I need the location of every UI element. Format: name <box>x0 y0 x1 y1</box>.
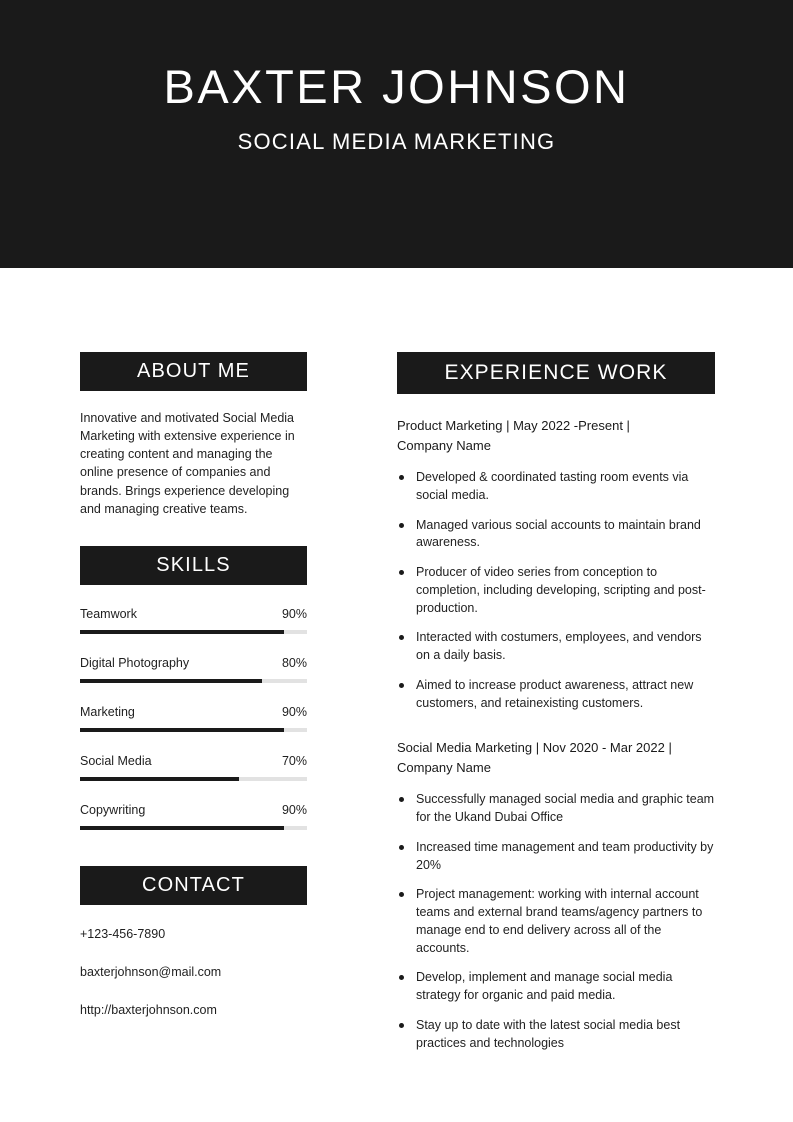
job-bullets <box>397 791 715 1052</box>
resume-header <box>0 0 793 268</box>
job-title <box>397 738 715 777</box>
skill-progress-track <box>80 630 307 634</box>
skill-row <box>80 754 307 768</box>
skill-row <box>80 656 307 670</box>
skill-progress-fill <box>80 777 239 781</box>
skill-label: Social Media <box>80 753 152 768</box>
job-bullet: Project management: working with internal account teams and external brand teams/agency partners to manage end to end delivery across all of the accounts. <box>397 886 715 957</box>
job-bullet: Increased time management and team productivity by 20% <box>397 839 715 875</box>
experience-section-heading: EXPERIENCE WORK <box>397 352 715 394</box>
job-bullets <box>397 469 715 712</box>
job-bullet: Producer of video series from conception to completion, including developing, scripting and post-production. <box>397 564 715 617</box>
skill-progress-track <box>80 826 307 830</box>
skills-section-heading: SKILLS <box>80 546 307 585</box>
skill-label: Digital Photography <box>80 655 190 670</box>
skill-progress-fill <box>80 826 284 830</box>
contact-website[interactable]: http://baxterjohnson.com <box>80 1002 217 1017</box>
contact-email[interactable]: baxterjohnson@mail.com <box>80 964 222 979</box>
candidate-role: SOCIAL MEDIA MARKETING <box>237 128 556 154</box>
skill-progress-fill <box>80 630 284 634</box>
job-bullet: Stay up to date with the latest social media best practices and technologies <box>397 1017 715 1053</box>
skill-item <box>80 607 307 634</box>
skill-value: 90% <box>281 802 307 817</box>
skill-progress-track <box>80 679 307 683</box>
contact-section-heading: CONTACT <box>80 866 307 905</box>
skill-value: 90% <box>281 704 307 719</box>
skill-item <box>80 656 307 683</box>
skill-row <box>80 607 307 621</box>
skill-label: Copywriting <box>80 802 146 817</box>
skill-progress-track <box>80 728 307 732</box>
about-text: Innovative and motivated Social Media Marketing with extensive experience in creating content and managing the online presence of companies and brands. Brings experience developing and managing creative teams. <box>80 411 295 516</box>
resume-body <box>0 268 793 1064</box>
right-column <box>397 352 715 1064</box>
about-section-heading: ABOUT ME <box>80 352 307 391</box>
job-title-line1: Product Marketing | May 2022 -Present | <box>397 418 630 433</box>
skill-row <box>80 705 307 719</box>
column-gap <box>307 352 397 1064</box>
skill-progress-fill <box>80 679 262 683</box>
skill-row <box>80 803 307 817</box>
skill-value: 80% <box>281 655 307 670</box>
skill-item <box>80 705 307 732</box>
contact-phone[interactable]: +123-456-7890 <box>80 926 166 941</box>
experience-job <box>397 416 715 712</box>
skill-label: Marketing <box>80 704 135 719</box>
job-bullet: Successfully managed social media and graphic team for the Ukand Dubai Office <box>397 791 715 827</box>
skills-section <box>80 546 307 830</box>
skill-label: Teamwork <box>80 606 137 621</box>
job-title <box>397 416 715 455</box>
skill-progress-fill <box>80 728 284 732</box>
job-title-line1: Social Media Marketing | Nov 2020 - Mar 2022 | <box>397 740 672 756</box>
skill-item <box>80 754 307 781</box>
job-bullet: Developed & coordinated tasting room events via social media. <box>397 469 715 505</box>
job-bullet: Develop, implement and manage social media strategy for organic and paid media. <box>397 969 715 1005</box>
job-title-line2: Company Name <box>397 437 491 453</box>
contact-section <box>80 866 307 1017</box>
job-title-line2: Company Name <box>397 759 491 775</box>
skill-value: 90% <box>281 606 307 621</box>
job-bullet: Managed various social accounts to maintain brand awareness. <box>397 517 715 553</box>
job-bullet: Aimed to increase product awareness, attract new customers, and retainexisting customers. <box>397 677 715 713</box>
candidate-name: BAXTER JOHNSON <box>163 60 630 114</box>
contact-list <box>80 927 307 1017</box>
left-column <box>80 352 307 1064</box>
job-bullet: Interacted with costumers, employees, and vendors on a daily basis. <box>397 629 715 665</box>
skill-progress-track <box>80 777 307 781</box>
skill-item <box>80 803 307 830</box>
experience-job <box>397 738 715 1052</box>
skill-value: 70% <box>281 753 307 768</box>
